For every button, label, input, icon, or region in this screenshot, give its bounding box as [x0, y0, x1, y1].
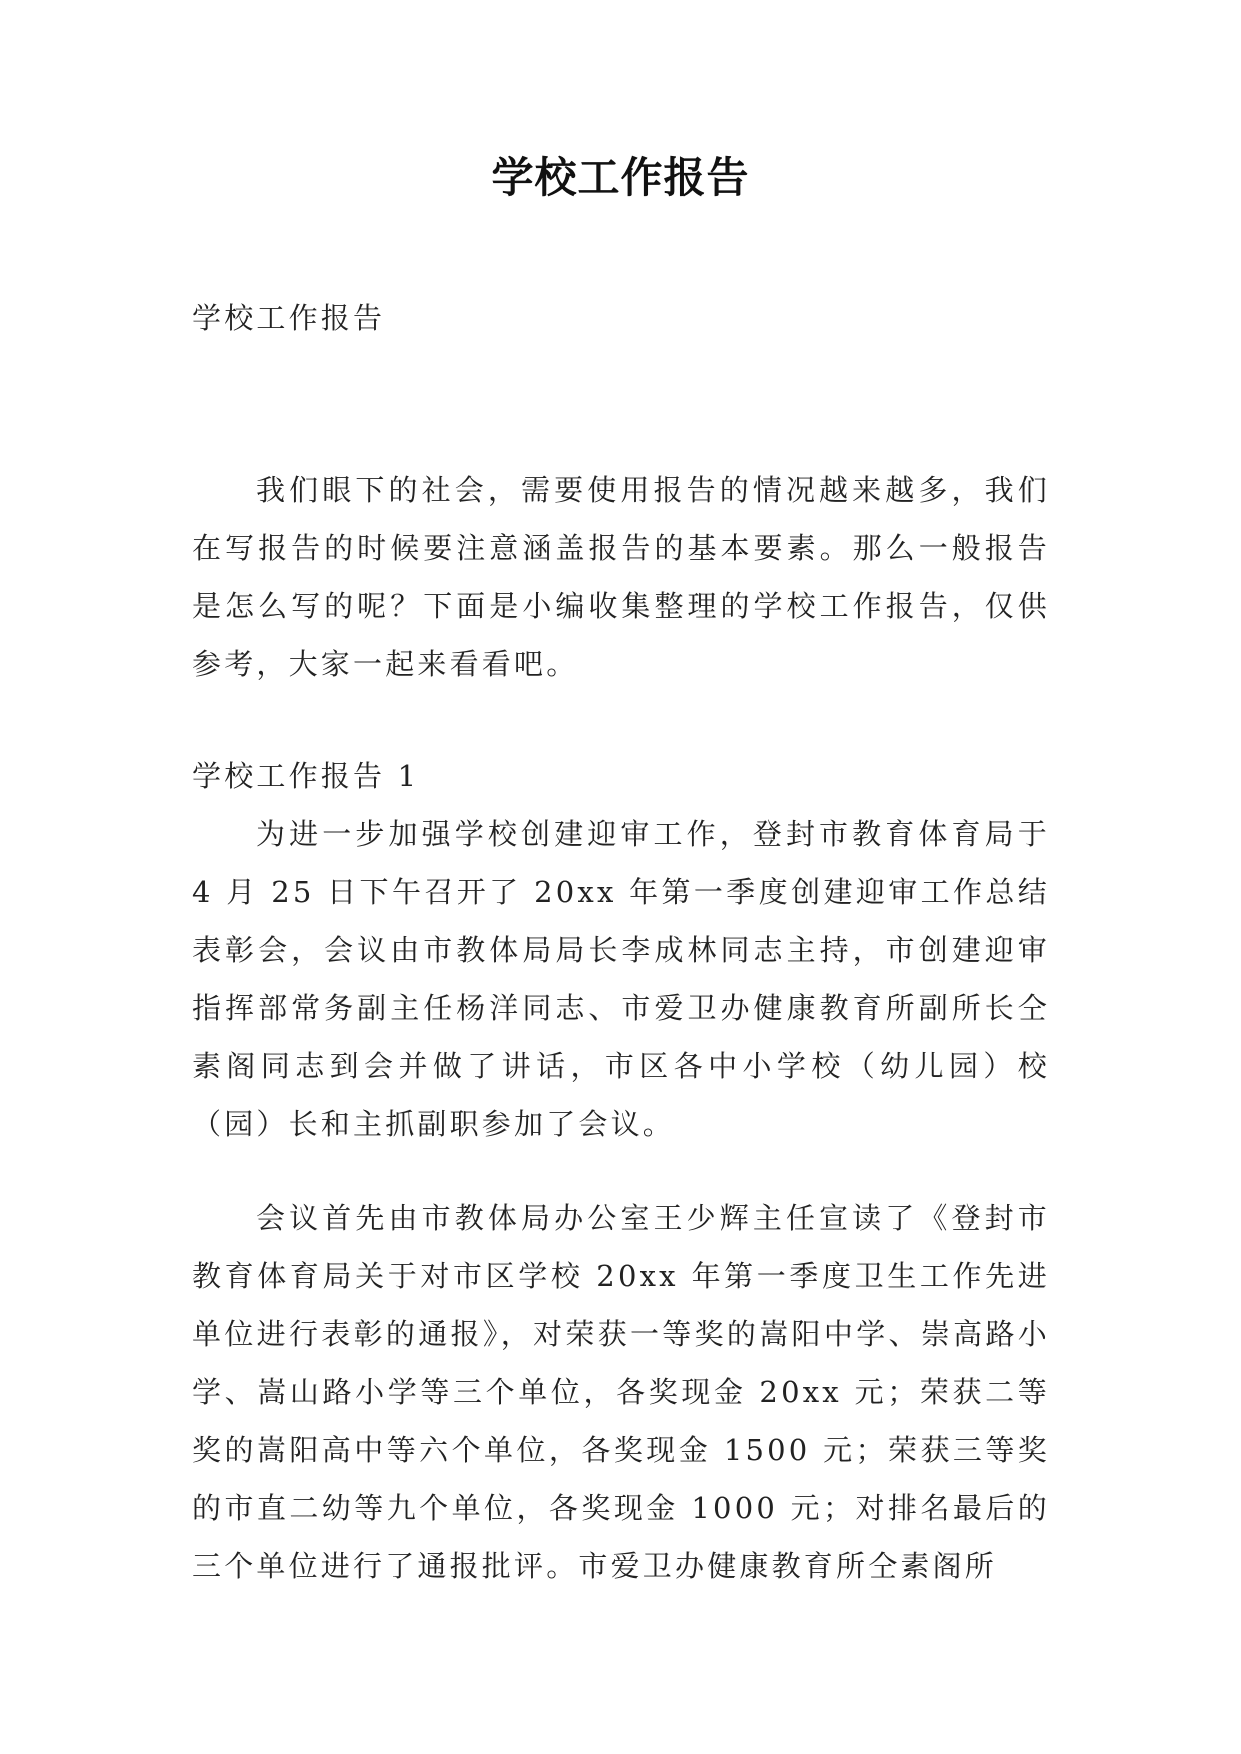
section-heading: 学校工作报告 1 — [192, 759, 420, 793]
body-paragraph: 会议首先由市教体局办公室王少辉主任宣读了《登封市教育体育局关于对市区学校 20xx 年第一季度卫生工作先进单位进行表彰的通报》，对荣获一等奖的嵩阳中学、崇高路小学、嵩山路小学等三个单位，各奖现金 20xx 元；荣获二等奖的嵩阳高中等六个单位，各奖现金 1500 元；荣获三等奖的市直二幼等九个单位，各奖现金 1000 元；对排名最后的三个单位进行了通报批评。市爱卫办健康教育所仝素阁所 — [192, 1201, 1050, 1583]
document-title: 学校工作报告 — [491, 153, 750, 202]
body-paragraph: 为进一步加强学校创建迎审工作，登封市教育体育局于 4 月 25 日下午召开了 20xx 年第一季度创建迎审工作总结表彰会，会议由市教体局局长李成林同志主持，市创建迎审指挥部常务副主任杨洋同志、市爱卫办健康教育所副所长仝素阁同志到会并做了讲话，市区各中小学校（幼儿园）校（园）长和主抓副职参加了会议。 — [192, 817, 1050, 1141]
document-subtitle: 学校工作报告 — [192, 301, 386, 335]
intro-paragraph: 我们眼下的社会，需要使用报告的情况越来越多，我们在写报告的时候要注意涵盖报告的基本要素。那么一般报告是怎么写的呢？下面是小编收集整理的学校工作报告，仅供参考，大家一起来看看吧。 — [192, 473, 1050, 681]
